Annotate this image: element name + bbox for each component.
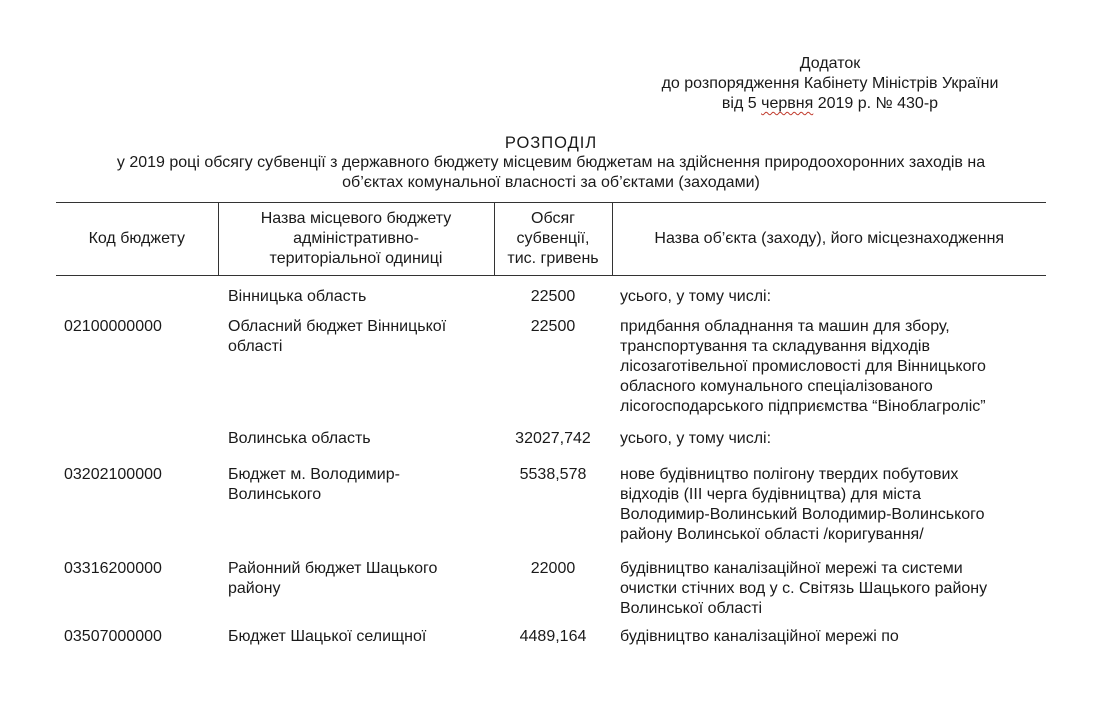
cell-object-line: будівництво каналізаційної мережі по — [620, 628, 899, 645]
cell-object-line: обласного комунального спеціалізованого — [620, 378, 933, 395]
cell-code: 03316200000 — [64, 560, 162, 577]
header-budget-name-l3: територіальної одиниці — [269, 250, 443, 267]
title-subtitle-line1: у 2019 році обсягу субвенції з державного бюджету місцевим бюджетам на здійснення природоохоронних заходів на — [116, 154, 986, 171]
table-row — [56, 425, 1046, 461]
annex-date-suffix: 2019 р. № 430-р — [813, 95, 939, 112]
table-row — [56, 313, 1046, 425]
cell-code — [56, 276, 218, 314]
header-budget-name-l2: адміністративно- — [293, 230, 419, 247]
cell-object-line: придбання обладнання та машин для збору, — [620, 318, 950, 335]
cell-object-line: Волинської області — [620, 600, 763, 617]
table-body — [56, 276, 1046, 652]
annex-reference: до розпорядження Кабінету Міністрів України — [661, 75, 999, 92]
cell-object-line: нове будівництво полігону твердих побутових — [620, 466, 959, 483]
cell-budget-name-line: Волинська область — [228, 430, 371, 447]
cell-budget-name-line: Бюджет Шацької селищної — [228, 628, 427, 645]
cell-budget-name — [218, 623, 494, 651]
distribution-table — [56, 202, 1046, 651]
table-header-row — [56, 203, 1046, 276]
cell-object — [612, 555, 1046, 623]
header-object-text: Назва об’єкта (заходу), його місцезнаходження — [654, 230, 1005, 247]
cell-budget-name-line: району — [228, 580, 281, 597]
cell-object-line: будівництво каналізаційної мережі та системи — [620, 560, 963, 577]
annex-date — [620, 94, 1040, 114]
annex-block — [620, 54, 1040, 114]
cell-amount: 22000 — [530, 560, 576, 577]
header-code — [56, 203, 218, 276]
cell-budget-name — [218, 555, 494, 623]
title-heading: РОЗПОДІЛ — [504, 134, 598, 152]
header-amount-l3: тис. гривень — [507, 250, 599, 267]
table-row — [56, 461, 1046, 555]
cell-object — [612, 425, 1046, 461]
cell-object — [612, 623, 1046, 651]
cell-amount: 4489,164 — [519, 628, 587, 645]
cell-budget-name-line: Обласний бюджет Вінницької — [228, 318, 447, 335]
cell-code — [56, 425, 218, 461]
table-row — [56, 623, 1046, 651]
cell-object-line: усього, у тому числі: — [620, 288, 772, 305]
cell-amount: 5538,578 — [519, 466, 587, 483]
cell-amount: 22500 — [530, 288, 576, 305]
header-amount-l1: Обсяг — [531, 210, 575, 227]
cell-code: 03507000000 — [64, 628, 162, 645]
cell-object — [612, 276, 1046, 314]
cell-object-line: відходів (ІІІ черга будівництва) для міста — [620, 486, 921, 503]
cell-object-line: лісогосподарського підприємства “Віноблагроліс” — [620, 398, 986, 415]
cell-object-line: транспортування та складування відходів — [620, 338, 930, 355]
cell-budget-name — [218, 313, 494, 425]
cell-object-line: очистки стічних вод у с. Світязь Шацького району — [620, 580, 988, 597]
title-subtitle-line2: об’єктах комунальної власності за об’єктами (заходами) — [342, 174, 760, 191]
header-budget-name-l1: Назва місцевого бюджету — [260, 210, 452, 227]
cell-object-line: Володимир-Волинський Володимир-Волинського — [620, 506, 985, 523]
cell-object — [612, 461, 1046, 555]
annex-label: Додаток — [799, 55, 861, 72]
document-title — [56, 133, 1046, 193]
table-header — [56, 203, 1046, 276]
cell-object-line: лісозаготівельної промисловості для Вінницького — [620, 358, 986, 375]
cell-budget-name-line: Волинського — [228, 486, 322, 503]
cell-budget-name-line: Бюджет м. Володимир- — [228, 466, 400, 483]
cell-amount: 22500 — [530, 318, 576, 335]
header-code-text: Код бюджету — [88, 230, 185, 247]
cell-budget-name-line: Районний бюджет Шацького — [228, 560, 438, 577]
cell-amount: 32027,742 — [515, 430, 591, 447]
cell-budget-name — [218, 276, 494, 314]
distribution-table-wrap — [56, 202, 1046, 651]
cell-code: 03202100000 — [64, 466, 162, 483]
header-budget-name — [218, 203, 494, 276]
header-amount — [494, 203, 612, 276]
cell-object-line: району Волинської області /коригування/ — [620, 526, 924, 543]
cell-budget-name — [218, 461, 494, 555]
table-row — [56, 555, 1046, 623]
annex-date-month: червня — [761, 95, 814, 112]
cell-budget-name — [218, 425, 494, 461]
header-amount-l2: субвенції, — [516, 230, 590, 247]
header-object — [612, 203, 1046, 276]
cell-budget-name-line: Вінницька область — [228, 288, 367, 305]
cell-object — [612, 313, 1046, 425]
cell-budget-name-line: області — [228, 338, 283, 355]
cell-object-line: усього, у тому числі: — [620, 430, 772, 447]
cell-code: 02100000000 — [64, 318, 162, 335]
table-row — [56, 276, 1046, 314]
annex-date-prefix: від 5 — [721, 95, 762, 112]
